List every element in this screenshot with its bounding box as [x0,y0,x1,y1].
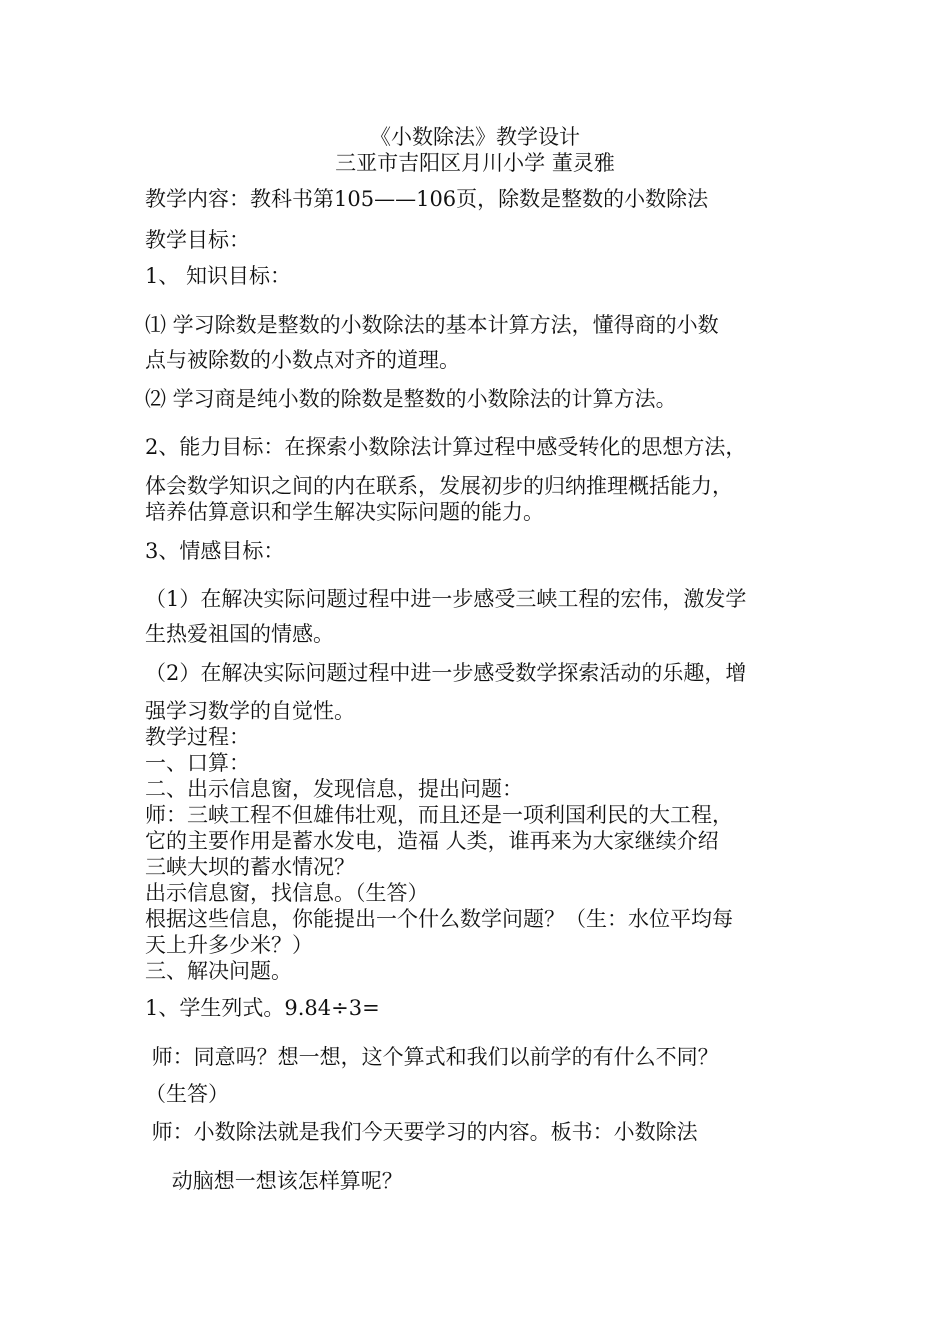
text-line: 点与被除数的小数点对齐的道理。 [145,348,460,372]
text-line: 生热爱祖国的情感。 [145,622,334,646]
text-line: （2）在解决实际问题过程中进一步感受数学探索活动的乐趣，增 [145,661,747,685]
text-line: 强学习数学的自觉性。 [145,699,355,723]
text-line: 天上升多少米？） [145,933,313,957]
text-line: 三峡大坝的蓄水情况？ [145,855,355,879]
text-line: 动脑想一想该怎样算呢？ [145,1169,403,1193]
process-heading: 教学过程： [145,725,250,749]
text-line: 1、学生列式。9.84÷3= [145,996,380,1020]
text-line: 师：小数除法就是我们今天要学习的内容。板书：小数除法 [145,1120,698,1144]
document-title: 《小数除法》教学设计 [370,125,580,149]
text-line: 师：同意吗？想一想，这个算式和我们以前学的有什么不同？ [145,1045,719,1069]
text-line: 师：三峡工程不但雄伟壮观，而且还是一项利国利民的大工程， [145,803,733,827]
emotion-goal-heading: 3、情感目标： [145,539,285,563]
ability-goal-line: 2、能力目标：在探索小数除法计算过程中感受转化的思想方法， [145,435,747,459]
teaching-goals-heading: 教学目标： [145,228,250,252]
knowledge-goal-heading: 1、 知识目标： [145,264,292,288]
text-line: （生答） [145,1082,229,1106]
teaching-content-line: 教学内容：教科书第105——106页，除数是整数的小数除法 [145,187,709,211]
text-line: （1）在解决实际问题过程中进一步感受三峡工程的宏伟，激发学 [145,587,747,611]
text-line: 一、口算： [145,751,250,775]
text-line: 三、解决问题。 [145,959,292,983]
text-line: 出示信息窗，找信息。（生答） [145,881,429,905]
text-line: ⑵ 学习商是纯小数的除数是整数的小数除法的计算方法。 [145,387,677,411]
text-line: 培养估算意识和学生解决实际问题的能力。 [145,500,544,524]
author-line: 三亚市吉阳区月川小学 董灵雅 [335,151,615,175]
text-line: 体会数学知识之间的内在联系，发展初步的归纳推理概括能力， [145,474,733,498]
text-line: 二、出示信息窗，发现信息，提出问题： [145,777,523,801]
text-line: ⑴ 学习除数是整数的小数除法的基本计算方法，懂得商的小数 [145,313,719,337]
text-line: 它的主要作用是蓄水发电，造福 人类，谁再来为大家继续介绍 [145,829,719,853]
text-line: 根据这些信息，你能提出一个什么数学问题？（生：水位平均每 [145,907,733,931]
